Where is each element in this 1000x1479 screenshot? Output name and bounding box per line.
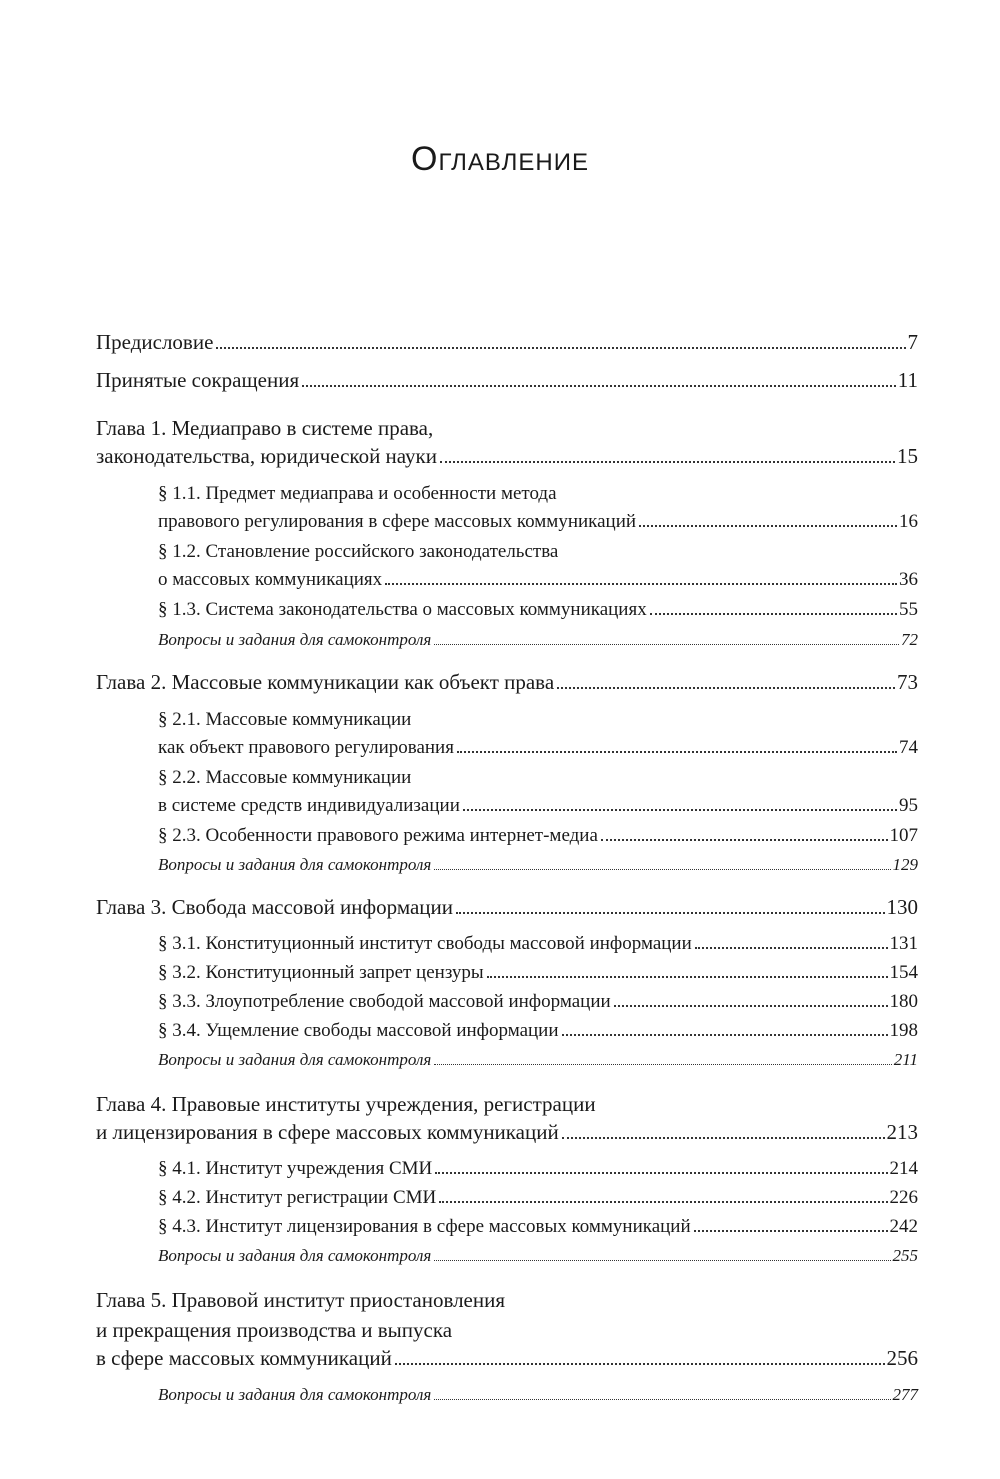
page-number: 72: [901, 630, 918, 649]
dot-leader: [434, 869, 890, 870]
toc-entry-text: правового регулирования в сфере массовых коммуникаций: [158, 511, 637, 532]
toc-section-3-2[interactable]: [158, 959, 918, 987]
toc-entry-text: в сфере массовых коммуникаций: [96, 1346, 392, 1370]
page-number: 154: [889, 962, 918, 983]
toc-entry-text: Вопросы и задания для самоконтроля: [158, 855, 432, 874]
page-number: 211: [893, 1050, 918, 1069]
page-number: 55: [899, 599, 918, 620]
page-number: 129: [892, 855, 918, 874]
toc-entry-text: § 3.1. Конституционный институт свободы массовой информации: [158, 933, 692, 954]
toc-entry-abbreviations[interactable]: [96, 366, 918, 394]
page-number: 242: [889, 1216, 918, 1237]
dot-leader: [639, 525, 897, 527]
toc-questions-ch2[interactable]: [158, 851, 918, 879]
dot-leader: [601, 839, 888, 841]
page-number: 226: [889, 1187, 918, 1208]
page-number: 36: [899, 569, 918, 590]
toc-section-4-2[interactable]: [158, 1184, 918, 1212]
page-number: 107: [889, 825, 918, 846]
dot-leader: [463, 809, 897, 811]
dot-leader: [435, 1172, 887, 1174]
dot-leader: [434, 1064, 891, 1065]
toc-chapter-5-title-line-2[interactable]: и прекращения производства и выпуска: [96, 1318, 453, 1342]
toc-section-1-1-line-1[interactable]: § 1.1. Предмет медиаправа и особенности метода: [158, 483, 557, 504]
toc-entry-text: § 4.3. Институт лицензирования в сфере массовых коммуникаций: [158, 1216, 691, 1237]
toc-chapter-5[interactable]: [96, 1344, 918, 1372]
page-number: 277: [892, 1385, 918, 1404]
toc-questions-ch5[interactable]: [158, 1381, 918, 1409]
page-number: 255: [892, 1246, 918, 1265]
toc-questions-ch4[interactable]: [158, 1242, 918, 1270]
toc-entry-text: Принятые сокращения: [96, 368, 300, 392]
toc-entry-text: Вопросы и задания для самоконтроля: [158, 630, 432, 649]
dot-leader: [650, 613, 897, 615]
dot-leader: [440, 461, 895, 463]
toc-section-1-2[interactable]: [158, 566, 918, 594]
toc-entry-text: § 3.4. Ущемление свободы массовой информации: [158, 1020, 559, 1041]
toc-chapter-2[interactable]: [96, 668, 918, 696]
toc-entry-text: и лицензирования в сфере массовых коммуникаций: [96, 1120, 559, 1144]
toc-questions-ch3[interactable]: [158, 1046, 918, 1074]
dot-leader: [395, 1363, 885, 1365]
page-number: 7: [907, 330, 918, 354]
toc-entry-text: как объект правового регулирования: [158, 737, 454, 758]
page-number: 180: [889, 991, 918, 1012]
dot-leader: [457, 751, 897, 753]
dot-leader: [694, 1230, 888, 1232]
toc-entry-text: Вопросы и задания для самоконтроля: [158, 1246, 432, 1265]
toc-section-2-2[interactable]: [158, 792, 918, 820]
toc-entry-text: § 3.3. Злоупотребление свободой массовой информации: [158, 991, 611, 1012]
dot-leader: [562, 1034, 888, 1036]
page-number: 198: [889, 1020, 918, 1041]
toc-section-3-4[interactable]: [158, 1017, 918, 1045]
toc-chapter-4[interactable]: [96, 1118, 918, 1146]
toc-questions-ch1[interactable]: [158, 626, 918, 654]
toc-section-2-1[interactable]: [158, 734, 918, 762]
page-number: 15: [897, 444, 918, 468]
page-number: 213: [886, 1120, 918, 1144]
dot-leader: [385, 583, 897, 585]
toc-entry-text: § 4.2. Институт регистрации СМИ: [158, 1187, 437, 1208]
toc-chapter-1[interactable]: [96, 442, 918, 470]
dot-leader: [562, 1137, 885, 1139]
toc-section-1-2-line-1[interactable]: § 1.2. Становление российского законодательства: [158, 541, 559, 562]
page-number: 74: [899, 737, 918, 758]
dot-leader: [614, 1005, 888, 1007]
toc-entry-text: о массовых коммуникациях: [158, 569, 383, 590]
page-number: 11: [897, 368, 918, 392]
dot-leader: [434, 1399, 890, 1400]
toc-section-1-3[interactable]: [158, 596, 918, 624]
toc-section-2-2-line-1[interactable]: § 2.2. Массовые коммуникации: [158, 767, 412, 788]
dot-leader: [434, 644, 899, 645]
page-number: 130: [886, 895, 918, 919]
dot-leader: [557, 687, 895, 689]
page-number: 214: [889, 1158, 918, 1179]
toc-entry-text: Вопросы и задания для самоконтроля: [158, 1385, 432, 1404]
dot-leader: [216, 347, 905, 349]
toc-entry-text: Глава 3. Свобода массовой информации: [96, 895, 453, 919]
toc-section-3-1[interactable]: [158, 930, 918, 958]
dot-leader: [439, 1201, 887, 1203]
toc-entry-preface[interactable]: [96, 328, 918, 356]
toc-entry-text: в системе средств индивидуализации: [158, 795, 460, 816]
page-number: 131: [889, 933, 918, 954]
toc-entry-text: Глава 2. Массовые коммуникации как объект права: [96, 670, 555, 694]
toc-section-4-1[interactable]: [158, 1155, 918, 1183]
toc-section-2-1-line-1[interactable]: § 2.1. Массовые коммуникации: [158, 709, 412, 730]
dot-leader: [456, 912, 885, 914]
toc-entry-text: § 4.1. Институт учреждения СМИ: [158, 1158, 433, 1179]
page-number: 73: [897, 670, 918, 694]
toc-entry-text: Вопросы и задания для самоконтроля: [158, 1050, 432, 1069]
page-number: 16: [899, 511, 918, 532]
toc-entry-text: законодательства, юридической науки: [96, 444, 437, 468]
dot-leader: [487, 976, 888, 978]
dot-leader: [434, 1260, 890, 1261]
page-number: 95: [899, 795, 918, 816]
toc-entry-text: § 3.2. Конституционный запрет цензуры: [158, 962, 484, 983]
toc-section-1-1[interactable]: [158, 508, 918, 536]
page-number: 256: [886, 1346, 918, 1370]
toc-entry-text: § 2.3. Особенности правового режима интернет-медиа: [158, 825, 598, 846]
toc-chapter-4-title-line-1[interactable]: Глава 4. Правовые институты учреждения, регистрации: [96, 1092, 596, 1116]
dot-leader: [302, 385, 896, 387]
toc-section-4-3[interactable]: [158, 1213, 918, 1241]
toc-chapter-1-title-line-1[interactable]: Глава 1. Медиаправо в системе права,: [96, 416, 434, 440]
page-title: Оглавление: [411, 140, 589, 178]
toc-entry-text: § 1.3. Система законодательства о массовых коммуникациях: [158, 599, 647, 620]
toc-chapter-3[interactable]: [96, 893, 918, 921]
toc-chapter-5-title-line-1[interactable]: Глава 5. Правовой институт приостановления: [96, 1288, 506, 1312]
toc-section-3-3[interactable]: [158, 988, 918, 1016]
dot-leader: [695, 947, 888, 949]
toc-entry-text: Предисловие: [96, 330, 214, 354]
toc-section-2-3[interactable]: [158, 822, 918, 850]
